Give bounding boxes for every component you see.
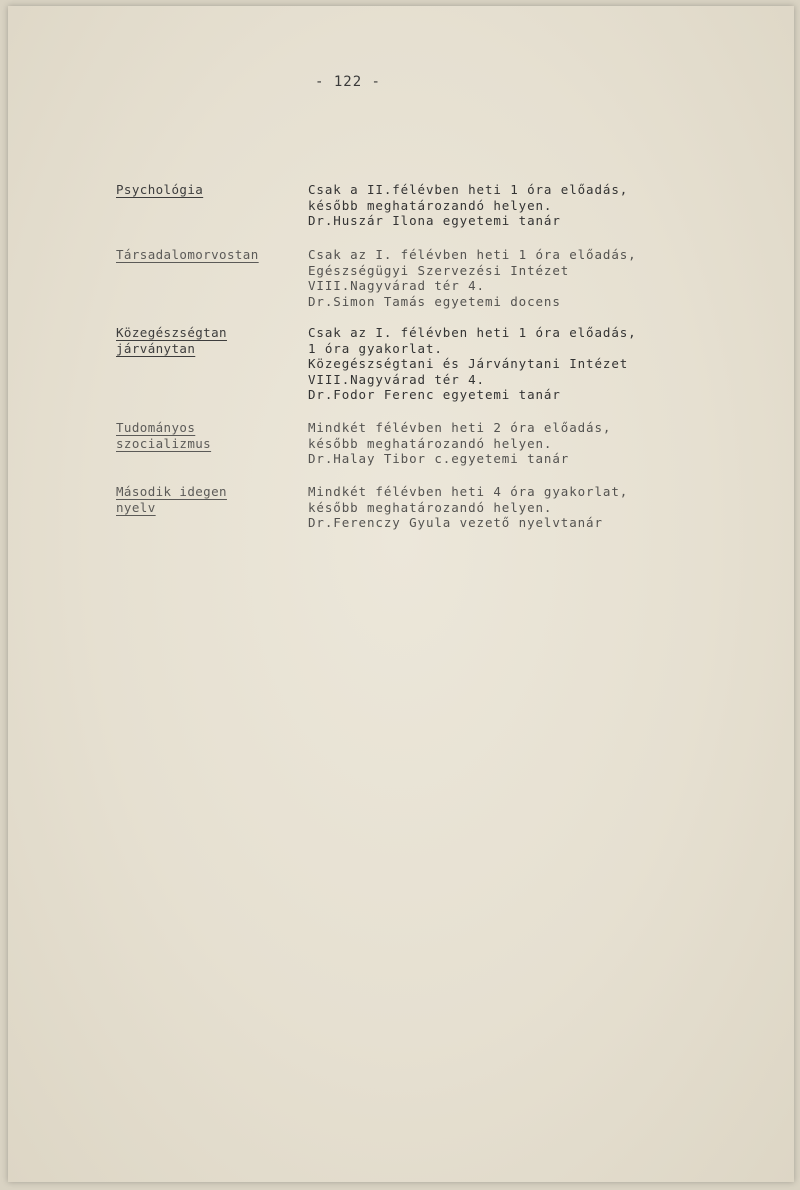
detail-line: Csak az I. félévben heti 1 óra előadás, <box>308 247 637 262</box>
detail-line: Közegészségtani és Járványtani Intézet <box>308 356 629 371</box>
subject-line: nyelv <box>116 499 156 515</box>
subject-line: szocializmus <box>116 435 212 451</box>
subject-line: Társadalomorvostan <box>116 247 259 262</box>
detail-line: Csak az I. félévben heti 1 óra előadás, <box>308 325 637 340</box>
detail-line: Mindkét félévben heti 2 óra előadás, <box>308 420 612 435</box>
detail-line: Egészségügyi Szervezési Intézet <box>308 262 570 278</box>
detail-line: később meghatározandó helyen. <box>308 435 553 451</box>
subject-line: járványtan <box>116 340 196 356</box>
detail-line: 1 óra gyakorlat. <box>308 340 443 356</box>
detail-line: VIII.Nagyvárad tér 4. <box>308 278 485 293</box>
subject-line: Közegészségtan <box>116 325 227 340</box>
course-subject <box>116 247 296 263</box>
detail-line: később meghatározandó helyen. <box>308 499 553 515</box>
course-subject <box>116 182 296 198</box>
detail-line: Dr.Huszár Ilona egyetemi tanár <box>308 213 561 228</box>
subject-line: Tudományos <box>116 420 196 435</box>
document-page <box>8 6 794 1182</box>
detail-line: Dr.Fodor Ferenc egyetemi tanár <box>308 387 561 402</box>
subject-line: Psychológia <box>116 182 204 197</box>
course-details <box>308 325 698 403</box>
detail-line: Mindkét félévben heti 4 óra gyakorlat, <box>308 484 629 499</box>
course-subject <box>116 484 296 515</box>
course-details <box>308 484 698 531</box>
page-number: - 122 - <box>314 74 381 90</box>
detail-line: Dr.Ferenczy Gyula vezető nyelvtanár <box>308 515 603 530</box>
course-subject <box>116 325 296 356</box>
course-details <box>308 420 698 467</box>
detail-line: Dr.Simon Tamás egyetemi docens <box>308 293 561 309</box>
detail-line: Csak a II.félévben heti 1 óra előadás, <box>308 182 629 197</box>
course-details <box>308 247 698 309</box>
course-subject <box>116 420 296 451</box>
course-details <box>308 182 698 229</box>
detail-line: VIII.Nagyvárad tér 4. <box>308 371 485 387</box>
detail-line: Dr.Halay Tibor c.egyetemi tanár <box>308 451 570 466</box>
detail-line: később meghatározandó helyen. <box>308 197 553 213</box>
subject-line: Második idegen <box>116 484 227 499</box>
